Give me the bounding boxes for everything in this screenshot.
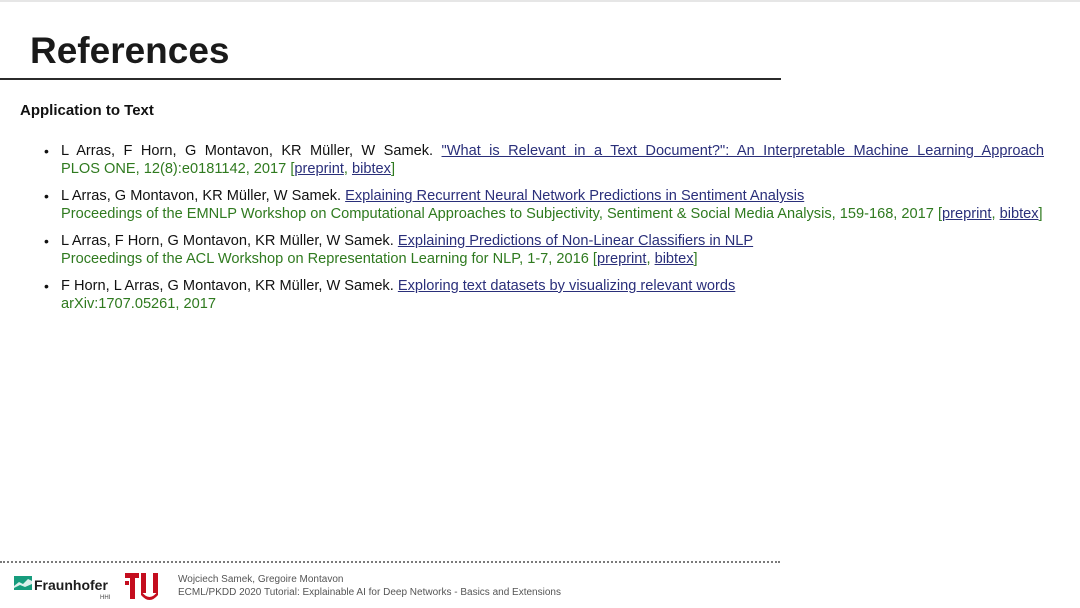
reference-title-link[interactable]: Explaining Predictions of Non-Linear Classifiers in NLP <box>397 233 754 249</box>
bibtex-link[interactable]: bibtex <box>351 161 391 177</box>
fraunhofer-logo <box>14 572 118 604</box>
fraunhofer-logo-icon <box>14 576 32 590</box>
reference-venue <box>61 295 1044 313</box>
bullet-icon: • <box>44 278 49 294</box>
bibtex-link[interactable]: bibtex <box>999 206 1039 222</box>
reference-title-link[interactable]: Exploring text datasets by visualizing relevant words <box>397 278 736 294</box>
reference-item <box>44 277 1044 313</box>
bullet-icon: • <box>44 233 49 249</box>
bullet-icon: • <box>44 188 49 204</box>
top-rule <box>0 0 1080 2</box>
reference-venue-text: Proceedings of the ACL Workshop on Representation Learning for NLP, 1-7, 2016 <box>61 251 589 267</box>
preprint-link[interactable]: preprint <box>596 251 647 267</box>
bibtex-link[interactable]: bibtex <box>654 251 694 267</box>
reference-line <box>61 142 1044 160</box>
reference-venue-text: PLOS ONE, 12(8):e0181142, 2017 <box>61 161 287 177</box>
footer-event: ECML/PKDD 2020 Tutorial: Explainable AI for Deep Networks - Basics and Extensions <box>178 587 561 598</box>
reference-venue-text: Proceedings of the EMNLP Workshop on Computational Approaches to Subjectivity, Sentiment & Social Media Analysis, 159-168, 2017 <box>61 206 934 222</box>
footer-authors: Wojciech Samek, Gregoire Montavon <box>178 574 344 585</box>
reference-authors: L Arras, G Montavon, KR Müller, W Samek. <box>61 188 342 204</box>
fraunhofer-subtitle: HHI <box>100 595 111 601</box>
reference-authors: L Arras, F Horn, G Montavon, KR Müller, W Samek. <box>61 233 394 249</box>
bullet-icon: • <box>44 143 49 159</box>
reference-item <box>44 142 1044 178</box>
footer-divider <box>0 561 780 563</box>
reference-venue-text: arXiv:1707.05261, 2017 <box>61 296 216 312</box>
section-heading: Application to Text <box>20 102 154 119</box>
footer <box>0 566 780 608</box>
reference-list <box>44 142 1044 322</box>
reference-venue: Proceedings of the EMNLP Workshop on Computational Approaches to Subjectivity, Sentiment & Social Media Analysis, 159-168, 2017 [preprint, bibtex] <box>61 206 1043 222</box>
title-divider <box>0 78 781 80</box>
fraunhofer-wordmark: Fraunhofer <box>34 577 108 593</box>
reference-title-link[interactable]: Explaining Recurrent Neural Network Predictions in Sentiment Analysis <box>345 188 805 204</box>
reference-item <box>44 187 1044 223</box>
reference-authors: F Horn, L Arras, G Montavon, KR Müller, W Samek. <box>61 278 394 294</box>
reference-authors: L Arras, F Horn, G Montavon, KR Müller, W Samek. <box>61 143 434 159</box>
preprint-link[interactable]: preprint <box>294 161 344 177</box>
preprint-link[interactable]: preprint <box>942 206 992 222</box>
reference-title-link[interactable]: "What is Relevant in a Text Document?": An Interpretable Machine Learning Approach <box>441 143 1044 159</box>
page-title: References <box>30 30 230 71</box>
tu-berlin-logo-icon <box>125 571 161 601</box>
reference-item <box>44 232 1044 268</box>
reference-venue: Proceedings of the ACL Workshop on Representation Learning for NLP, 1-7, 2016 [preprint, bibtex] <box>61 251 698 267</box>
footer-credits <box>178 573 561 599</box>
reference-venue: PLOS ONE, 12(8):e0181142, 2017 [preprint, bibtex] <box>61 161 395 177</box>
